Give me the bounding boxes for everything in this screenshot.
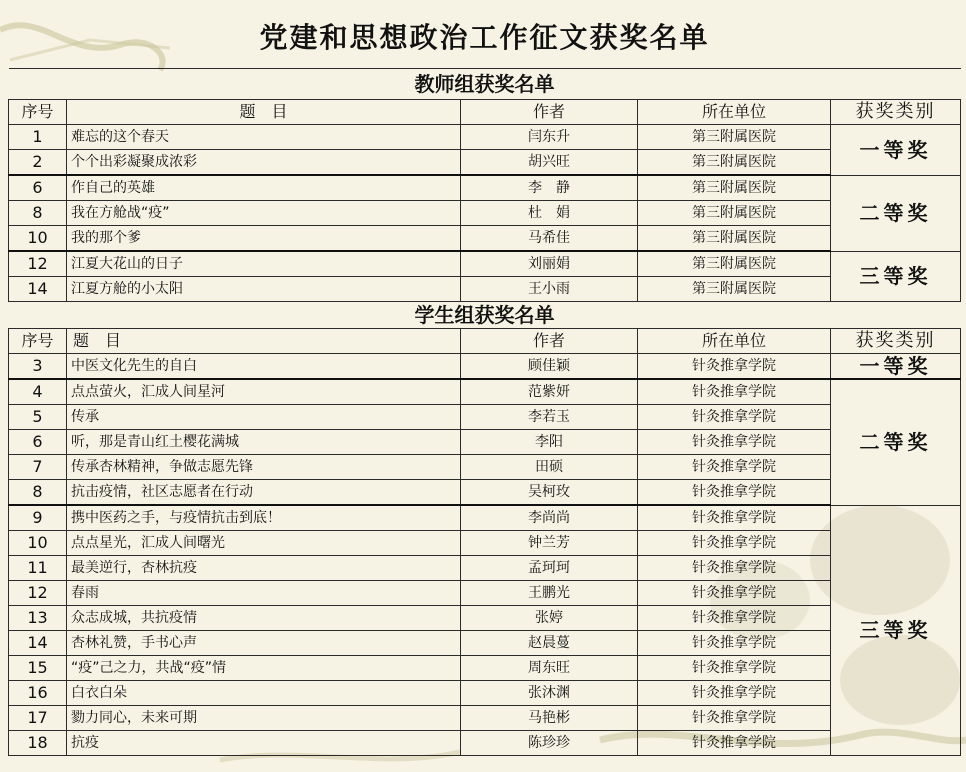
student-section-heading: 学生组获奖名单 — [9, 302, 961, 329]
row-seq: 10 — [9, 226, 67, 252]
row-title: 众志成城，共抗疫情 — [67, 606, 461, 631]
table-row — [9, 430, 961, 455]
row-title: “疫”己之力，共战“疫”情 — [67, 656, 461, 681]
award-second: 二等奖 — [831, 379, 961, 505]
table-row — [9, 405, 961, 430]
row-seq: 8 — [9, 480, 67, 506]
row-seq: 17 — [9, 706, 67, 731]
row-seq: 8 — [9, 201, 67, 226]
row-title: 携中医药之手，与疫情抗击到底！ — [67, 505, 461, 531]
row-seq: 11 — [9, 556, 67, 581]
row-unit: 针灸推拿学院 — [638, 405, 831, 430]
row-title: 白衣白朵 — [67, 681, 461, 706]
row-author: 钟兰芳 — [461, 531, 638, 556]
row-title: 个个出彩凝聚成浓彩 — [67, 150, 461, 176]
row-author: 陈珍珍 — [461, 731, 638, 756]
award-second: 二等奖 — [831, 175, 961, 251]
table-row — [9, 656, 961, 681]
row-seq: 10 — [9, 531, 67, 556]
award-third: 三等奖 — [831, 505, 961, 756]
row-seq: 12 — [9, 581, 67, 606]
teacher-header-row — [9, 100, 961, 125]
col-title-header: 题 目 — [67, 329, 461, 354]
row-author: 周东旺 — [461, 656, 638, 681]
col-unit-header: 所在单位 — [638, 329, 831, 354]
row-seq: 6 — [9, 430, 67, 455]
row-seq: 7 — [9, 455, 67, 480]
row-title: 中医文化先生的自白 — [67, 354, 461, 380]
row-author: 胡兴旺 — [461, 150, 638, 176]
teacher-section-heading: 教师组获奖名单 — [9, 69, 961, 100]
award-list-sheet — [8, 8, 960, 768]
table-row — [9, 556, 961, 581]
row-author: 王鹏光 — [461, 581, 638, 606]
row-title: 杏林礼赞，手书心声 — [67, 631, 461, 656]
row-author: 顾佳颖 — [461, 354, 638, 380]
row-unit: 第三附属医院 — [638, 125, 831, 150]
table-row — [9, 480, 961, 506]
col-award-header: 获奖类别 — [831, 100, 961, 125]
row-author: 李 静 — [461, 175, 638, 201]
row-author: 范紫妍 — [461, 379, 638, 405]
table-row — [9, 531, 961, 556]
row-seq: 4 — [9, 379, 67, 405]
row-author: 李若玉 — [461, 405, 638, 430]
row-author: 刘丽娟 — [461, 251, 638, 277]
table-row — [9, 201, 961, 226]
row-unit: 针灸推拿学院 — [638, 656, 831, 681]
row-author: 吴柯玫 — [461, 480, 638, 506]
row-seq: 9 — [9, 505, 67, 531]
row-title: 我的那个爹 — [67, 226, 461, 252]
row-unit: 针灸推拿学院 — [638, 505, 831, 531]
row-title: 传承 — [67, 405, 461, 430]
row-unit: 针灸推拿学院 — [638, 681, 831, 706]
row-author: 赵晨蔓 — [461, 631, 638, 656]
table-row — [9, 379, 961, 405]
table-row — [9, 731, 961, 756]
row-seq: 18 — [9, 731, 67, 756]
col-title-header: 题 目 — [67, 100, 461, 125]
student-header-row — [9, 329, 961, 354]
table-row — [9, 505, 961, 531]
row-title: 抗疫 — [67, 731, 461, 756]
row-unit: 针灸推拿学院 — [638, 631, 831, 656]
row-title: 抗击疫情，社区志愿者在行动 — [67, 480, 461, 506]
row-unit: 针灸推拿学院 — [638, 531, 831, 556]
row-unit: 第三附属医院 — [638, 150, 831, 176]
award-third: 三等奖 — [831, 251, 961, 302]
table-row — [9, 226, 961, 252]
row-seq: 14 — [9, 631, 67, 656]
row-author: 李尚尚 — [461, 505, 638, 531]
award-table — [8, 8, 961, 756]
table-row — [9, 631, 961, 656]
row-unit: 针灸推拿学院 — [638, 581, 831, 606]
table-row — [9, 125, 961, 150]
row-unit: 针灸推拿学院 — [638, 379, 831, 405]
row-author: 闫东升 — [461, 125, 638, 150]
table-row — [9, 251, 961, 277]
row-title: 听，那是青山红土樱花满城 — [67, 430, 461, 455]
row-seq: 16 — [9, 681, 67, 706]
col-author-header: 作者 — [461, 100, 638, 125]
table-row — [9, 455, 961, 480]
row-seq: 15 — [9, 656, 67, 681]
row-unit: 第三附属医院 — [638, 201, 831, 226]
row-title: 作自己的英雄 — [67, 175, 461, 201]
col-seq-header: 序号 — [9, 329, 67, 354]
row-author: 李阳 — [461, 430, 638, 455]
row-author: 马希佳 — [461, 226, 638, 252]
award-first: 一等奖 — [831, 125, 961, 176]
row-title: 点点星光，汇成人间曙光 — [67, 531, 461, 556]
row-unit: 针灸推拿学院 — [638, 706, 831, 731]
row-unit: 针灸推拿学院 — [638, 480, 831, 506]
row-unit: 第三附属医院 — [638, 251, 831, 277]
row-unit: 第三附属医院 — [638, 226, 831, 252]
col-unit-header: 所在单位 — [638, 100, 831, 125]
row-seq: 12 — [9, 251, 67, 277]
row-title: 春雨 — [67, 581, 461, 606]
table-row — [9, 606, 961, 631]
page-title: 党建和思想政治工作征文获奖名单 — [259, 21, 710, 54]
row-title: 难忘的这个春天 — [67, 125, 461, 150]
row-title: 点点萤火，汇成人间星河 — [67, 379, 461, 405]
table-row — [9, 581, 961, 606]
row-title: 我在方舱战“疫” — [67, 201, 461, 226]
row-seq: 2 — [9, 150, 67, 176]
row-seq: 13 — [9, 606, 67, 631]
table-row — [9, 706, 961, 731]
row-author: 田硕 — [461, 455, 638, 480]
table-row — [9, 354, 961, 380]
row-unit: 针灸推拿学院 — [638, 731, 831, 756]
row-author: 孟珂珂 — [461, 556, 638, 581]
col-seq-header: 序号 — [9, 100, 67, 125]
col-award-header: 获奖类别 — [831, 329, 961, 354]
row-unit: 针灸推拿学院 — [638, 430, 831, 455]
row-seq: 1 — [9, 125, 67, 150]
row-author: 王小雨 — [461, 277, 638, 302]
row-unit: 针灸推拿学院 — [638, 354, 831, 380]
row-title: 江夏大花山的日子 — [67, 251, 461, 277]
row-unit: 第三附属医院 — [638, 175, 831, 201]
row-seq: 5 — [9, 405, 67, 430]
col-author-header: 作者 — [461, 329, 638, 354]
row-seq: 3 — [9, 354, 67, 380]
row-author: 杜 娟 — [461, 201, 638, 226]
award-first: 一等奖 — [831, 354, 961, 380]
row-seq: 14 — [9, 277, 67, 302]
row-title: 勠力同心，未来可期 — [67, 706, 461, 731]
row-author: 马艳彬 — [461, 706, 638, 731]
row-title: 最美逆行，杏林抗疫 — [67, 556, 461, 581]
table-row — [9, 175, 961, 201]
row-unit: 针灸推拿学院 — [638, 556, 831, 581]
row-unit: 针灸推拿学院 — [638, 606, 831, 631]
row-title: 传承杏林精神，争做志愿先锋 — [67, 455, 461, 480]
row-unit: 针灸推拿学院 — [638, 455, 831, 480]
row-author: 张沐渊 — [461, 681, 638, 706]
row-author: 张婷 — [461, 606, 638, 631]
row-unit: 第三附属医院 — [638, 277, 831, 302]
row-title: 江夏方舱的小太阳 — [67, 277, 461, 302]
table-row — [9, 277, 961, 302]
table-row — [9, 681, 961, 706]
table-row — [9, 150, 961, 176]
row-seq: 6 — [9, 175, 67, 201]
